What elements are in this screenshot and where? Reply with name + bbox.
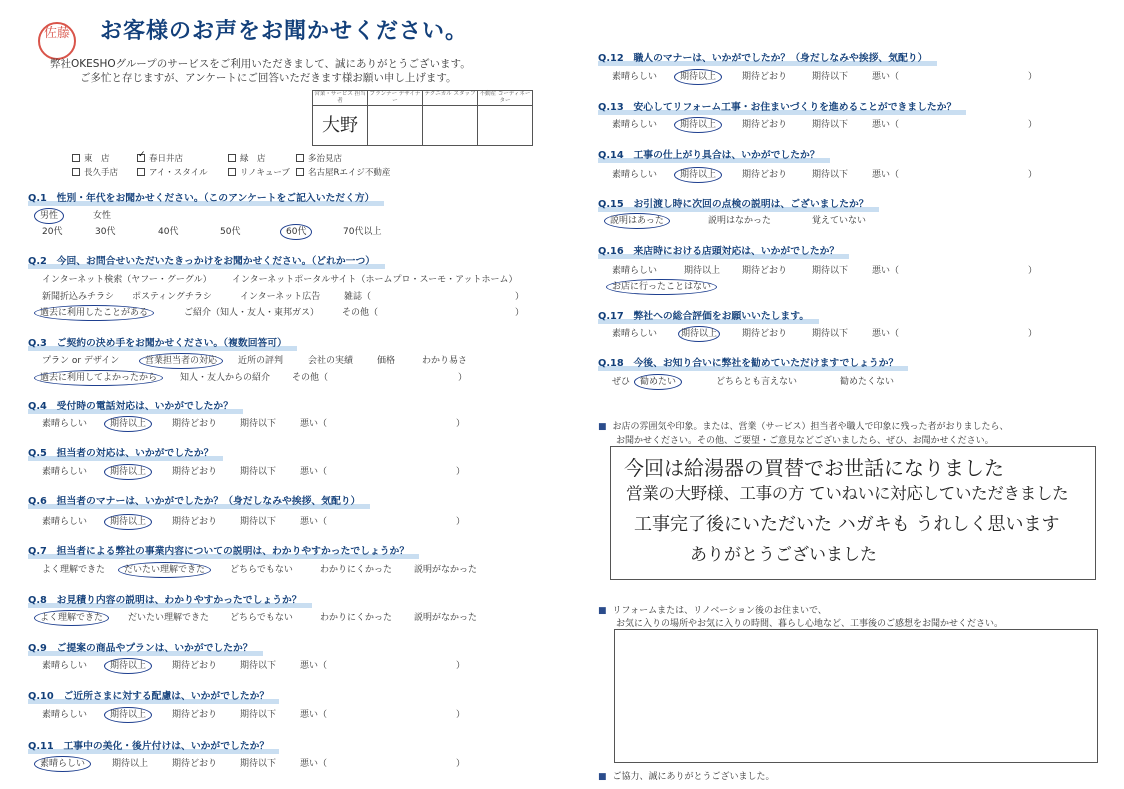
store-checkbox[interactable]: ✓ 春日井店	[137, 152, 183, 164]
q7-option[interactable]: どちらでもない	[230, 565, 293, 575]
intro-text-1: 弊社OKESHOグループのサービスをご利用いただきまして、誠にありがとうございます。	[50, 58, 471, 70]
comment-prompt-2b: お気に入りの場所やお気に入りの時間、暮らし心地など、工事後のご感想をお聞かせください。	[616, 619, 1004, 629]
store-checkbox[interactable]: 長久手店	[72, 166, 118, 178]
rating-below[interactable]: 期待以下	[240, 661, 277, 671]
q3-option[interactable]: 過去に利用してよかったから	[40, 370, 163, 383]
rating-bad[interactable]: 悪い（	[872, 329, 900, 339]
rating-paren: ）	[1028, 266, 1038, 276]
staff-header-technical: テクニカル スタッフ	[423, 91, 478, 106]
q15-option[interactable]: 説明はあった	[610, 213, 670, 226]
staff-table	[312, 90, 533, 146]
rating-expected[interactable]: 期待どおり	[172, 661, 218, 671]
question-2: Q.2 今回、お問合せいただいたきっかけをお聞かせください。（どれか一つ）	[28, 253, 375, 267]
staff-header-planner: プランナー デザイナー	[368, 91, 423, 106]
q18-option[interactable]: どちらとも言えない	[716, 377, 798, 387]
store-checkbox[interactable]: リノキューブ	[228, 166, 290, 178]
rating-paren: ）	[456, 759, 466, 769]
rating-paren: ）	[456, 419, 466, 429]
q3-option[interactable]: プラン or デザイン	[42, 356, 120, 366]
q8-option[interactable]: どちらでもない	[230, 613, 293, 623]
rating-above[interactable]: 期待以上	[680, 69, 722, 82]
question-8: Q.8 お見積り内容の説明は、わかりやすかったでしょうか？	[28, 592, 302, 606]
checkbox[interactable]	[228, 168, 236, 176]
q8-option[interactable]: 説明がなかった	[414, 613, 478, 623]
rating-excellent[interactable]: 素晴らしい	[612, 329, 658, 339]
rating-bad[interactable]: 悪い（	[872, 120, 900, 130]
rating-paren: ）	[456, 661, 466, 671]
question-1: Q.1 性別・年代をお聞かせください。（このアンケートをご記入いただく方）	[28, 190, 374, 204]
q18-option[interactable]: 勧めたくない	[840, 377, 895, 387]
rating-paren: ）	[1028, 72, 1038, 82]
thanks-text: ■ ご協力、誠にありがとうございました。	[598, 769, 775, 782]
page-title: お客様のお声をお聞かせください。	[100, 19, 469, 44]
rating-paren: ）	[456, 467, 466, 477]
rating-expected[interactable]: 期待どおり	[742, 170, 788, 180]
rating-expected[interactable]: 期待どおり	[172, 467, 218, 477]
question-10: Q.10 ご近所さまに対する配慮は、いかがでしたか？	[28, 688, 269, 702]
q2-option[interactable]: 過去に利用したことがある	[40, 305, 154, 318]
rating-below[interactable]: 期待以下	[812, 120, 849, 130]
rating-above[interactable]: 期待以上	[680, 117, 722, 130]
rating-expected[interactable]: 期待どおり	[172, 517, 218, 527]
rating-excellent[interactable]: 素晴らしい	[42, 419, 88, 429]
q3-option[interactable]: 価格	[377, 356, 396, 366]
rating-below[interactable]: 期待以下	[812, 329, 849, 339]
checkbox[interactable]	[296, 154, 304, 162]
rating-expected[interactable]: 期待どおり	[742, 72, 788, 82]
rating-below[interactable]: 期待以下	[240, 467, 277, 477]
handwritten-line-3: 工事完了後にいただいた ハガキも うれしく思います	[634, 514, 1060, 535]
question-13: Q.13 安心してリフォーム工事・お住まいづくりを進めることができましたか？	[598, 99, 956, 113]
q1-option[interactable]: 40代	[158, 227, 179, 237]
store-checkbox[interactable]: アイ・スタイル	[137, 166, 208, 178]
store-checkbox[interactable]: 多治見店	[296, 152, 342, 164]
rating-expected[interactable]: 期待どおり	[172, 710, 218, 720]
rating-above[interactable]: 期待以上	[684, 326, 720, 339]
rating-expected[interactable]: 期待どおり	[742, 266, 788, 276]
question-7: Q.7 担当者による弊社の事業内容についての説明は、わかりやすかったでしょうか？	[28, 543, 409, 557]
rating-excellent[interactable]: 素晴らしい	[612, 170, 658, 180]
rating-excellent[interactable]: 素晴らしい	[42, 661, 88, 671]
question-11: Q.11 工事中の美化・後片付けは、いかがでしたか？	[28, 738, 269, 752]
rating-paren: ）	[456, 710, 466, 720]
rating-excellent[interactable]: 素晴らしい	[42, 467, 88, 477]
q1-option[interactable]: 30代	[95, 227, 116, 237]
q8-option[interactable]: わかりにくかった	[320, 613, 393, 623]
q2-option[interactable]: ご紹介（知人・友人・東邦ガス）	[184, 308, 320, 318]
comment-prompt-1b: お聞かせください。その他、ご要望・ご意見などございましたら、ぜひ、お聞かせください。	[616, 436, 994, 446]
question-5: Q.5 担当者の対応は、いかがでしたか？	[28, 445, 213, 459]
staff-cell[interactable]	[478, 106, 533, 146]
staff-cell[interactable]	[423, 106, 478, 146]
q7-option[interactable]: よく理解できた	[42, 565, 106, 575]
rating-bad[interactable]: 悪い（	[300, 710, 328, 720]
handwritten-line-2: 営業の大野様、工事の方 ていねいに対応していただきました	[626, 484, 1069, 503]
q2-option[interactable]: インターネット広告	[240, 292, 321, 302]
rating-excellent[interactable]: 素晴らしい	[612, 120, 658, 130]
rating-expected[interactable]: 期待どおり	[172, 759, 218, 769]
question-12: Q.12 職人のマナーは、いかがでしたか？（身だしなみや挨拶、気配り）	[598, 50, 927, 64]
question-18: Q.18 今後、お知り合いに弊社を勧めていただけますでしょうか？	[598, 355, 898, 369]
staff-header-realestate: 不動産 コーディネーター	[478, 91, 533, 106]
rating-bad[interactable]: 悪い（	[300, 419, 328, 429]
rating-above[interactable]: 期待以上	[110, 416, 152, 429]
q2-option[interactable]: ポスティングチラシ	[132, 292, 212, 302]
checkbox-checked[interactable]	[137, 154, 145, 162]
q3-option[interactable]: 営業担当者の対応	[145, 353, 223, 366]
q1-option[interactable]: 女性	[93, 211, 112, 221]
q7-option[interactable]: 説明がなかった	[414, 565, 478, 575]
rating-expected[interactable]: 期待どおり	[742, 120, 788, 130]
question-9: Q.9 ご提案の商品やプランは、いかがでしたか？	[28, 640, 253, 654]
q3-option[interactable]: 会社の実績	[308, 356, 354, 366]
rating-bad[interactable]: 悪い（	[300, 759, 328, 769]
question-15: Q.15 お引渡し時に次回の点検の説明は、ございましたか？	[598, 196, 869, 210]
q1-option[interactable]: 男性	[40, 208, 64, 221]
question-16: Q.16 来店時における店頭対応は、いかがでしたか？	[598, 243, 839, 257]
question-6: Q.6 担当者のマナーは、いかがでしたか？（身だしなみや挨拶、気配り）	[28, 493, 360, 507]
rating-paren: ）	[456, 517, 466, 527]
q1-option[interactable]: 50代	[220, 227, 241, 237]
handwritten-line-1: 今回は給湯器の買替でお世話になりました	[624, 456, 1004, 480]
comment-prompt-2a: ■ リフォームまたは、リノベーション後のお住まいで、	[598, 603, 827, 616]
rating-bad[interactable]: 悪い（	[872, 72, 900, 82]
q3-option[interactable]: わかり易さ	[422, 356, 468, 366]
checkbox[interactable]	[137, 168, 145, 176]
checkbox[interactable]	[72, 168, 80, 176]
q2-option[interactable]: インターネットポータルサイト（ホームプロ・スーモ・アットホーム）	[232, 275, 518, 285]
rating-excellent[interactable]: 素晴らしい	[40, 756, 91, 769]
rating-bad[interactable]: 悪い（	[300, 467, 328, 477]
rating-below[interactable]: 期待以下	[240, 710, 277, 720]
rating-above[interactable]: 期待以上	[110, 514, 152, 527]
store-checkbox[interactable]: 東 店	[72, 152, 110, 164]
q2-option[interactable]: その他（	[342, 308, 379, 318]
q2-paren: ）	[515, 292, 525, 302]
q18-option[interactable]: ぜひ	[612, 377, 631, 387]
rating-excellent[interactable]: 素晴らしい	[42, 710, 88, 720]
rating-expected[interactable]: 期待どおり	[172, 419, 218, 429]
checkbox[interactable]	[228, 154, 236, 162]
q18-option[interactable]: 勧めたい	[640, 374, 682, 387]
rating-above[interactable]: 期待以上	[110, 707, 152, 720]
comment-box-2[interactable]	[614, 629, 1098, 763]
q2-option[interactable]: インターネット検索（ヤフー・グーグル）	[42, 275, 212, 285]
rating-bad[interactable]: 悪い（	[872, 266, 900, 276]
rating-above[interactable]: 期待以上	[110, 464, 152, 477]
q2-paren: ）	[515, 308, 525, 318]
rating-paren: ）	[1028, 170, 1038, 180]
q2-option[interactable]: 雑誌（	[344, 292, 372, 302]
rating-expected[interactable]: 期待どおり	[742, 329, 788, 339]
rating-above[interactable]: 期待以上	[680, 167, 722, 180]
checkbox[interactable]	[72, 154, 80, 162]
q7-option[interactable]: だいたい理解できた	[124, 562, 211, 575]
rating-paren: ）	[1028, 120, 1038, 130]
q16-option-never[interactable]: お店に行ったことはない	[612, 279, 717, 292]
q1-option[interactable]: 70代以上	[343, 227, 382, 237]
comment-prompt-1a: ■ お店の雰囲気や印象。または、営業（サービス）担当者や職人で印象に残った者がおりましたら、	[598, 419, 1009, 432]
rating-bad[interactable]: 悪い（	[300, 517, 328, 527]
staff-signature[interactable]: 大野	[313, 106, 368, 146]
rating-above[interactable]: 期待以上	[684, 266, 721, 276]
q3-option[interactable]: 近所の評判	[238, 356, 284, 366]
q15-option[interactable]: 説明はなかった	[708, 216, 772, 226]
rating-below[interactable]: 期待以下	[240, 759, 277, 769]
rating-excellent[interactable]: 素晴らしい	[42, 517, 88, 527]
staff-cell[interactable]	[368, 106, 423, 146]
q15-option[interactable]: 覚えていない	[812, 216, 867, 226]
rating-bad[interactable]: 悪い（	[300, 661, 328, 671]
q3-paren: ）	[458, 373, 468, 383]
rating-below[interactable]: 期待以下	[812, 170, 849, 180]
rating-above[interactable]: 期待以上	[112, 759, 149, 769]
question-3: Q.3 ご契約の決め手をお聞かせください。（複数回答可）	[28, 335, 287, 349]
q3-option[interactable]: 知人・友人からの紹介	[180, 373, 271, 383]
rating-above[interactable]: 期待以上	[110, 658, 152, 671]
question-4: Q.4 受付時の電話対応は、いかがでしたか？	[28, 398, 233, 412]
rating-below[interactable]: 期待以下	[812, 266, 849, 276]
q3-option[interactable]: その他（	[292, 373, 329, 383]
seal-stamp: 佐藤	[38, 22, 76, 60]
rating-below[interactable]: 期待以下	[812, 72, 849, 82]
intro-text-2: ご多忙と存じますが、アンケートにご回答いただきます様お願い申し上げます。	[80, 72, 457, 84]
q8-option[interactable]: だいたい理解できた	[128, 613, 210, 623]
handwritten-line-4: ありがとうございました	[690, 545, 877, 565]
q1-option[interactable]: 60代	[286, 224, 312, 237]
question-17: Q.17 弊社への総合評価をお願いいたします。	[598, 308, 809, 322]
rating-below[interactable]: 期待以下	[240, 419, 277, 429]
q8-option[interactable]: よく理解できた	[40, 610, 109, 623]
q7-option[interactable]: わかりにくかった	[320, 565, 393, 575]
staff-header-sales: 営業・サービス 担当者	[314, 91, 366, 104]
q2-option[interactable]: 新聞折込みチラシ	[42, 292, 115, 302]
rating-bad[interactable]: 悪い（	[872, 170, 900, 180]
rating-below[interactable]: 期待以下	[240, 517, 277, 527]
rating-excellent[interactable]: 素晴らしい	[612, 266, 658, 276]
checkbox[interactable]	[296, 168, 304, 176]
store-checkbox[interactable]: 緑 店	[228, 152, 266, 164]
question-14: Q.14 工事の仕上がり具合は、いかがでしたか？	[598, 147, 820, 161]
rating-excellent[interactable]: 素晴らしい	[612, 72, 658, 82]
rating-paren: ）	[1028, 329, 1038, 339]
store-checkbox[interactable]: 名古屋Rエイジ不動産	[296, 166, 390, 178]
q1-option[interactable]: 20代	[42, 227, 63, 237]
